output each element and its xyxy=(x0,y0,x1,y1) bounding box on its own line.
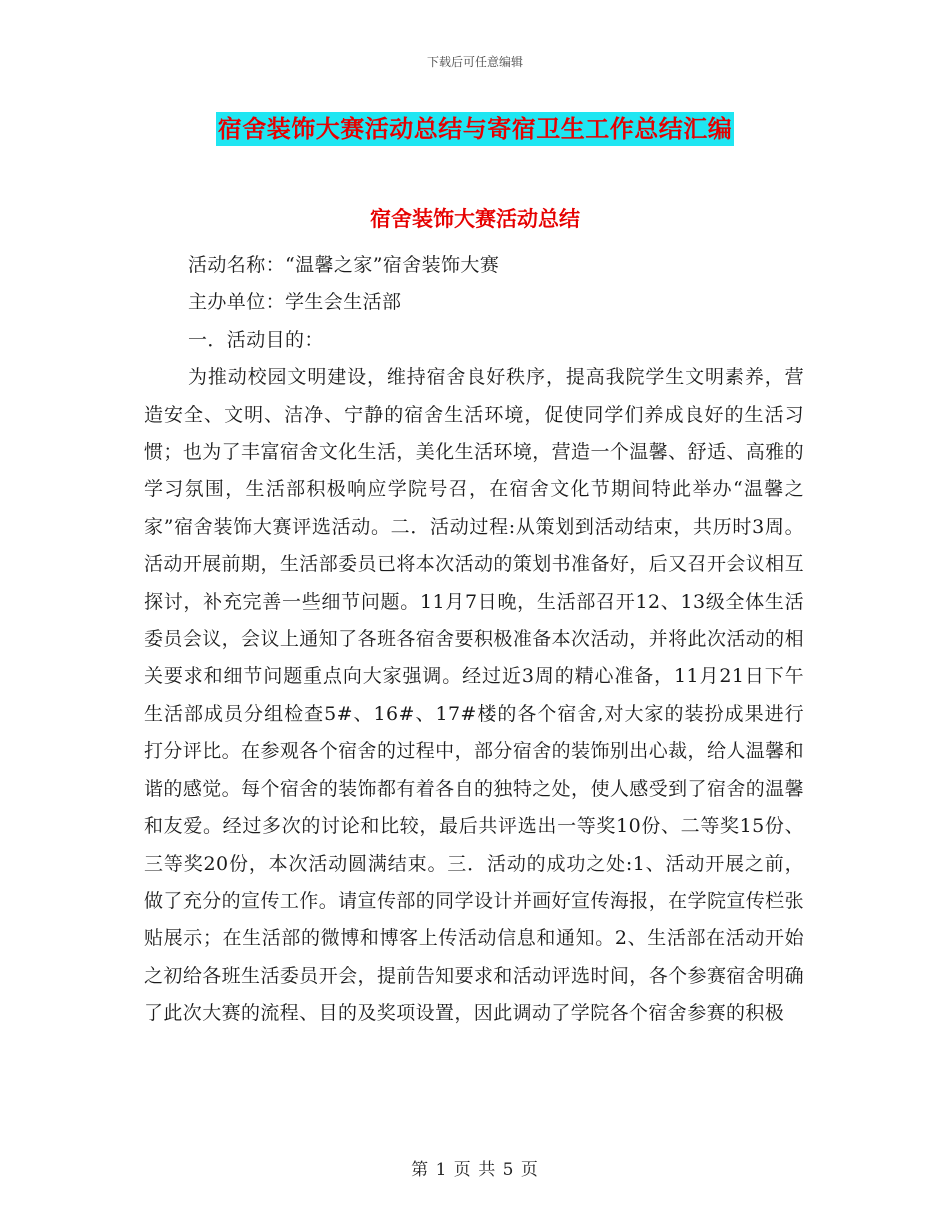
page-header-note: 下载后可任意编辑 xyxy=(426,55,523,69)
main-title: 宿舍装饰大赛活动总结与寄宿卫生工作总结汇编 xyxy=(216,112,735,146)
activity-name-line: 活动名称：“温馨之家”宿舍装饰大赛 xyxy=(188,254,500,276)
document-body xyxy=(144,247,804,1033)
body-paragraph: 为推动校园文明建设，维持宿舍良好秩序，提高我院学生文明素养，营造安全、文明、洁净、宁静的宿舍生活环境，促使同学们养成良好的生活习惯；也为了丰富宿舍文化生活，美化生活环境，营造一个温馨、舒适、高雅的学习氛围，生活部积极响应学院号召，在宿舍文化节期间特此举办“温馨之家”宿舍装饰大赛评选活动。二．活动过程:从策划到活动结束，共历时3周。活动开展前期，生活部委员已将本次活动的策划书准备好，后又召开会议相互探讨，补充完善一些细节问题。11月7日晚，生活部召开12、13级全体生活委员会议，会议上通知了各班各宿舍要积极准备本次活动，并将此次活动的相关要求和细节问题重点向大家强调。经过近3周的精心准备，11月21日下午生活部成员分组检查5#、16#、17#楼的各个宿舍,对大家的装扮成果进行打分评比。在参观各个宿舍的过程中，部分宿舍的装饰别出心裁，给人温馨和谐的感觉。每个宿舍的装饰都有着各自的独特之处，使人感受到了宿舍的温馨和友爱。经过多次的讨论和比较，最后共评选出一等奖10份、二等奖15份、三等奖20份，本次活动圆满结束。三．活动的成功之处:1、活动开展之前，做了充分的宣传工作。请宣传部的同学设计并画好宣传海报，在学院宣传栏张贴展示；在生活部的微博和博客上传活动信息和通知。2、生活部在活动开始之初给各班生活委员开会，提前告知要求和活动评选时间，各个参赛宿舍明确了此次大赛的流程、目的及奖项设置，因此调动了学院各个宿舍参赛的积极 xyxy=(144,366,804,1025)
page-number-footer: 第 1 页 共 5 页 xyxy=(411,1160,539,1180)
section-title: 宿舍装饰大赛活动总结 xyxy=(370,207,580,231)
organizer-line: 主办单位：学生会生活部 xyxy=(188,291,402,314)
main-title-container xyxy=(0,112,950,146)
purpose-heading: 一．活动目的： xyxy=(188,328,324,351)
